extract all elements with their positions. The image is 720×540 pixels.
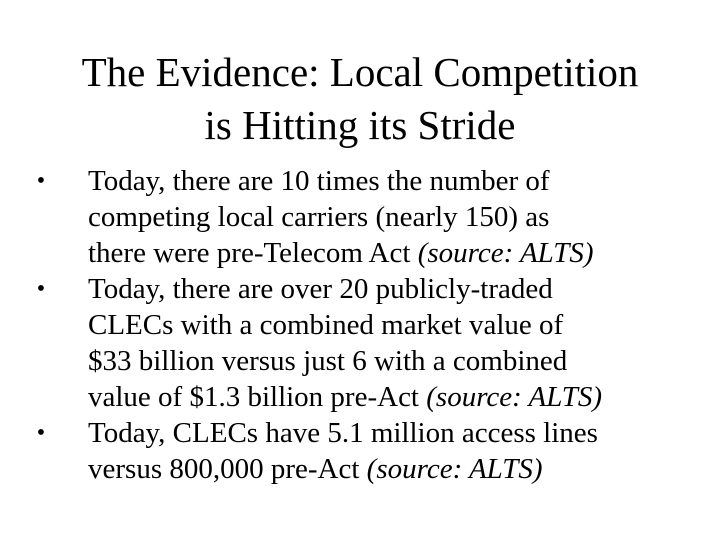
- bullet-list: [31, 163, 711, 487]
- bullet-text-line: Today, there are over 20 publicly-traded: [88, 273, 553, 305]
- bullet-item-access-lines: [31, 415, 711, 487]
- bullet-text-line: Today, CLECs have 5.1 million access lines: [88, 417, 598, 449]
- bullet-dot-icon: •: [36, 276, 46, 302]
- slide-title: [0, 46, 720, 152]
- bullet-text: value of $1.3 billion pre-Act: [88, 381, 427, 413]
- bullet-text-line: [88, 451, 711, 487]
- bullet-item-market-value: [31, 271, 711, 415]
- source-citation: (source: ALTS): [417, 237, 594, 269]
- bullet-text-line: competing local carriers (nearly 150) as: [88, 201, 550, 233]
- bullet-text-line: [88, 235, 711, 271]
- source-citation: (source: ALTS): [366, 453, 543, 485]
- source-citation: (source: ALTS): [426, 381, 603, 413]
- slide-title-line-1: The Evidence: Local Competition: [81, 49, 639, 95]
- bullet-text-line: CLECs with a combined market value of: [88, 309, 564, 341]
- bullet-dot-icon: •: [36, 168, 46, 194]
- slide-title-line-2: is Hitting its Stride: [204, 102, 516, 148]
- bullet-text-line: [88, 379, 711, 415]
- bullet-dot-icon: •: [36, 420, 46, 446]
- bullet-text: there were pre-Telecom Act: [88, 237, 418, 269]
- bullet-text-line: $33 billion versus just 6 with a combined: [88, 345, 568, 377]
- bullet-item-carriers: [31, 163, 711, 271]
- bullet-text-line: Today, there are 10 times the number of: [88, 165, 550, 197]
- bullet-text: versus 800,000 pre-Act: [88, 453, 367, 485]
